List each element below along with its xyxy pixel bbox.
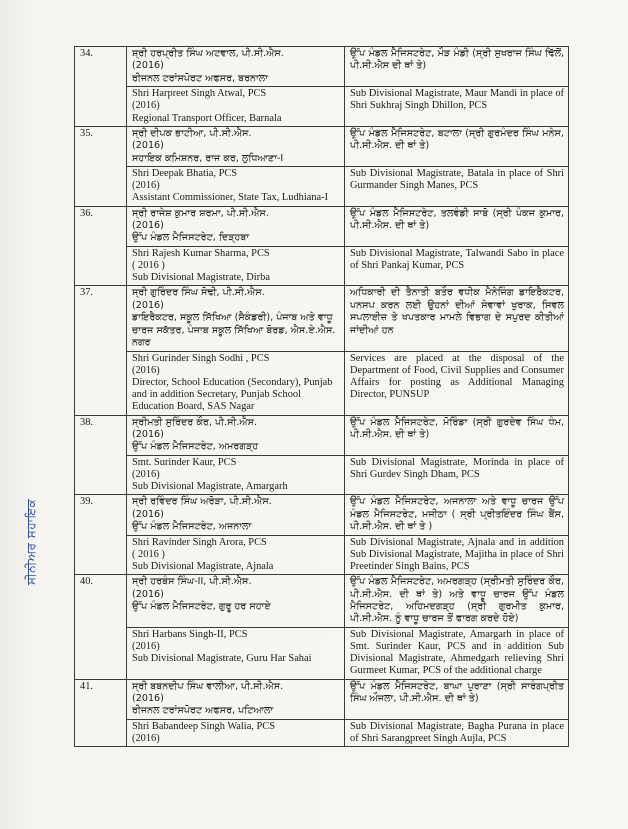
- new-posting-punjabi: [345, 206, 569, 246]
- new-posting-english-text: Sub Divisional Magistrate, Morinda in place of Shri Gurdev Singh Dham, PCS: [350, 456, 564, 480]
- officer-name-punjabi: ਸ੍ਰੀ ਰਵਿੰਦਰ ਸਿੰਘ ਅਰੋੜਾ, ਪੀ.ਸੀ.ਐਸ.: [132, 496, 272, 508]
- entry-row-english: [75, 351, 569, 415]
- new-posting-punjabi: [345, 495, 569, 535]
- current-post-punjabi: ਸਹਾਇਕ ਕਮਿਸ਼ਨਰ, ਰਾਜ ਕਰ, ਲੁਧਿਆਣਾ-I: [132, 152, 284, 164]
- batch-year-english: ( 2016 ): [132, 260, 165, 272]
- new-posting-punjabi: [345, 679, 569, 719]
- new-posting-english-text: Sub Divisional Magistrate, Talwandi Sabo in place of Shri Pankaj Kumar, PCS: [350, 247, 564, 272]
- new-posting-english-text: Services are placed at the disposal of the Department of Food, Civil Supplies and Consumer Affairs for posting as Additional Managing Director, PUNSUP: [350, 352, 564, 401]
- entry-row-english: [75, 455, 569, 495]
- batch-year-punjabi: (2016): [132, 220, 164, 232]
- new-posting-punjabi: [345, 415, 569, 455]
- entry-row-punjabi: [75, 679, 569, 719]
- current-post-punjabi: ਉੱਪ ਮੰਡਲ ਮੈਜਿਸਟਰੇਟ, ਦਿੜ੍ਹਬਾ: [132, 232, 250, 244]
- officer-cell-english: [127, 535, 345, 575]
- current-post-punjabi: ਉੱਪ ਮੰਡਲ ਮੈਜਿਸਟਰੇਟ, ਅਜਨਾਲਾ: [132, 521, 252, 533]
- officer-cell-english: [127, 719, 345, 746]
- officer-cell-english: [127, 246, 345, 286]
- officer-cell-punjabi: [127, 415, 345, 455]
- current-post-punjabi: ਉੱਪ ਮੰਡਲ ਮੈਜਿਸਟਰੇਟ, ਅਮਰਗੜ੍ਹ: [132, 441, 259, 453]
- batch-year-punjabi: (2016): [132, 140, 164, 152]
- new-posting-punjabi-text: ਉੱਪ ਮੰਡਲ ਮੈਜਿਸਟਰੇਟ, ਬਾਘਾ ਪੁਰਾਣਾ (ਸ੍ਰੀ ਸਾਰੰਗਪ੍ਰੀਤ ਸਿੰਘ ਔਜਲਾ, ਪੀ.ਸੀ.ਐਸ. ਦੀ ਥਾਂ ਤੇ): [350, 680, 564, 705]
- new-posting-english: [345, 246, 569, 286]
- officer-name-english: Shri Gurinder Singh Sodhi , PCS: [132, 352, 270, 364]
- batch-year-punjabi: (2016): [132, 588, 164, 600]
- entry-row-punjabi: [75, 126, 569, 166]
- officer-name-punjabi: ਸ੍ਰੀ ਰਾਜੇਸ਼ ਕੁਮਾਰ ਸ਼ਰਮਾ, ਪੀ.ਸੀ.ਐਸ.: [132, 207, 269, 219]
- current-post-punjabi: ਰੀਜਨਲ ਟਰਾਂਸਪੋਰਟ ਅਫਸਰ, ਪਟਿਆਲਾ: [132, 705, 274, 717]
- batch-year-english: (2016): [132, 364, 160, 376]
- serial-number: 41.: [75, 679, 127, 747]
- officer-name-english: Shri Deepak Bhatia, PCS: [132, 168, 238, 180]
- batch-year-punjabi: (2016): [132, 428, 164, 440]
- serial-number: 37.: [75, 286, 127, 415]
- officer-name-punjabi: ਸ੍ਰੀਮਤੀ ਸੁਰਿੰਦਰ ਕੌਰ, ਪੀ.ਸੀ.ਐਸ.: [132, 416, 258, 428]
- officer-name-english: Smt. Surinder Kaur, PCS: [132, 456, 237, 468]
- new-posting-punjabi-text: ਉੱਪ ਮੰਡਲ ਮੈਜਿਸਟਰੇਟ, ਬਟਾਲਾ (ਸ੍ਰੀ ਗੁਰਮੰਦਰ ਸਿੰਘ ਮਨੇਸ, ਪੀ.ਸੀ.ਐਸ. ਦੀ ਥਾਂ ਤੇ): [350, 127, 564, 152]
- entry-row-english: [75, 719, 569, 746]
- entry-row-english: [75, 167, 569, 207]
- serial-number: 35.: [75, 126, 127, 206]
- new-posting-english: [345, 719, 569, 746]
- officer-cell-english: [127, 351, 345, 415]
- new-posting-punjabi: [345, 47, 569, 87]
- batch-year-punjabi: (2016): [132, 693, 164, 705]
- officer-name-punjabi: ਸ਼੍ਰੀ ਹਰਪ੍ਰੀਤ ਸਿੰਘ ਅਟਵਾਲ, ਪੀ.ਸੀ.ਐਸ.: [132, 48, 284, 59]
- new-posting-english-text: Sub Divisional Magistrate, Amargarh in place of Smt. Surinder Kaur, PCS and in addition Sub Divisional Magistrate, Ahmedgarh relieving Shri Gurmeet Kumar, PCS of the additional charge: [350, 628, 564, 677]
- officer-cell-punjabi: [127, 495, 345, 535]
- new-posting-english-text: Sub Divisional Magistrate, Bagha Purana in place of Shri Sarangpreet Singh Aujla, PCS: [350, 720, 564, 745]
- officer-cell-english: [127, 87, 345, 127]
- entry-row-english: [75, 246, 569, 286]
- batch-year-english: (2016): [132, 100, 160, 112]
- entry-row-punjabi: [75, 286, 569, 351]
- officer-name-english: Shri Babandeep Singh Walia, PCS: [132, 720, 275, 732]
- batch-year-english: (2016): [132, 733, 160, 745]
- new-posting-punjabi-text: ਉੱਪ ਮੰਡਲ ਮੈਜਿਸਟਰੇਟ, ਅਜਨਾਲਾ ਅਤੇ ਵਾਧੂ ਚਾਰਜ ਉੱਪ ਮੰਡਲ ਮੈਜਿਸਟਰੇਟ, ਮਜੀਠਾ ( ਸ੍ਰੀ ਪ੍ਰੀਤਇੰਦਰ ਸਿੰਘ ਬੈਂਸ, ਪੀ.ਸੀ.ਐਸ. ਦੀ ਥਾਂ ਤੇ ): [350, 496, 564, 533]
- batch-year-english: (2016): [132, 641, 160, 653]
- new-posting-english: [345, 167, 569, 207]
- batch-year-punjabi: (2016): [132, 299, 164, 311]
- new-posting-punjabi-text: ਉੱਪ ਮੰਡਲ ਮੈਜਿਸਟਰੇਟ, ਅਮਰਗੜ੍ਹ (ਸ੍ਰੀਮਤੀ ਸੁਰਿੰਦਰ ਕੌਰ, ਪੀ.ਸੀ.ਐਸ. ਦੀ ਥਾਂ ਤੇ) ਅਤੇ ਵਾਧੂ ਚਾਰਜ ਉੱਪ ਮੰਡਲ ਮੈਜਿਸਟਰੇਟ, ਅਹਿਮਦਗੜ੍ਹ (ਸ੍ਰੀ ਗੁਰਮੀਤ ਕੁਮਾਰ, ਪੀ.ਸੀ.ਐਸ. ਨੂੰ ਵਾਧੂ ਚਾਰਜ ਤੋਂ ਫਾਰਗ ਕਰਦੇ ਹੋਏ): [350, 576, 564, 625]
- new-posting-punjabi: [345, 575, 569, 628]
- officer-cell-punjabi: [127, 47, 345, 87]
- entry-row-english: [75, 535, 569, 575]
- officer-name-english: Shri Ravinder Singh Arora, PCS: [132, 536, 267, 548]
- serial-number: 34.: [75, 47, 127, 127]
- current-post-english: Sub Divisional Magistrate, Ajnala: [132, 560, 274, 572]
- new-posting-english: [345, 535, 569, 575]
- officer-name-english: Shri Rajesh Kumar Sharma, PCS: [132, 247, 270, 259]
- officer-cell-english: [127, 455, 345, 495]
- signature-stamp: ਸੀਨੀਅਰ ਸਹਾਇਕ: [24, 498, 38, 585]
- officer-cell-punjabi: [127, 126, 345, 166]
- officer-cell-punjabi: [127, 206, 345, 246]
- officer-name-english: Shri Harpreet Singh Atwal, PCS: [132, 88, 267, 100]
- entry-row-punjabi: [75, 495, 569, 535]
- officer-name-punjabi: ਸ੍ਰੀ ਦੀਪਕ ਭਾਟੀਆ, ਪੀ.ਸੀ.ਐਸ.: [132, 127, 252, 139]
- officer-cell-punjabi: [127, 679, 345, 719]
- officer-name-english: Shri Harbans Singh-II, PCS: [132, 628, 248, 640]
- officer-cell-english: [127, 627, 345, 679]
- current-post-punjabi: ਰੀਜਨਲ ਟਰਾਂਸਪੋਰਟ ਅਫਸਰ, ਬਰਨਾਲਾ: [132, 72, 269, 84]
- serial-number: 38.: [75, 415, 127, 495]
- entry-row-english: [75, 627, 569, 679]
- officer-name-punjabi: ਸ੍ਰੀ ਗੁਰਿੰਦਰ ਸਿੰਘ ਸੋਢੀ, ਪੀ.ਸੀ.ਐਸ.: [132, 287, 265, 299]
- new-posting-english: [345, 87, 569, 127]
- current-post-english: Sub Divisional Magistrate, Amargarh: [132, 481, 288, 493]
- serial-number: 40.: [75, 575, 127, 679]
- batch-year-english: (2016): [132, 180, 160, 192]
- entry-row-english: [75, 87, 569, 127]
- new-posting-english: [345, 351, 569, 415]
- new-posting-punjabi-text: ਉੱਪ ਮੰਡਲ ਮੈਜਿਸਟਰੇਟ, ਮੋਰਿੰਡਾ (ਸ੍ਰੀ ਗੁਰਦੇਵ ਸਿੰਘ ਧੰਮ, ਪੀ.ਸੀ.ਐਸ. ਦੀ ਥਾਂ ਤੇ): [350, 416, 564, 440]
- batch-year-english: (2016): [132, 468, 160, 480]
- posting-orders-body: [75, 47, 569, 747]
- current-post-english: Sub Divisional Magistrate, Dirba: [132, 272, 270, 284]
- officer-name-punjabi: ਸ੍ਰੀ ਹਰਬੰਸ ਸਿੰਘ-II, ਪੀ.ਸੀ.ਐਸ.: [132, 576, 252, 588]
- batch-year-punjabi: (2016): [132, 508, 164, 520]
- posting-orders-table: [74, 46, 569, 747]
- new-posting-punjabi-text: ਉੱਪ ਮੰਡਲ ਮੈਜਿਸਟਰੇਟ, ਮੌੜ ਮੰਡੀ (ਸ੍ਰੀ ਸੁਖਰਾਜ ਸਿੰਘ ਢਿੱਲੋਂ, ਪੀ.ਸੀ.ਐਸ ਦੀ ਥਾਂ ਤੇ): [350, 48, 564, 72]
- new-posting-punjabi-text: ਉੱਪ ਮੰਡਲ ਮੈਜਿਸਟਰੇਟ, ਤਲਵੰਡੀ ਸਾਬੋ (ਸ੍ਰੀ ਪੰਕਜ ਕੁਮਾਰ, ਪੀ.ਸੀ.ਐਸ. ਦੀ ਥਾਂ ਤੇ): [350, 207, 564, 232]
- officer-cell-punjabi: [127, 575, 345, 628]
- officer-cell-punjabi: [127, 286, 345, 351]
- new-posting-english: [345, 455, 569, 495]
- entry-row-punjabi: [75, 415, 569, 455]
- officer-name-punjabi: ਸ੍ਰੀ ਬਬਨਦੀਪ ਸਿੰਘ ਵਾਲੀਆ, ਪੀ.ਸੀ.ਐਸ.: [132, 680, 284, 692]
- new-posting-english-text: Sub Divisional Magistrate, Ajnala and in addition Sub Divisional Magistrate, Majitha in place of Shri Preetinder Singh Bains, PCS: [350, 536, 564, 572]
- current-post-punjabi: ਡਾਇਰੈਕਟਰ, ਸਕੂਲ ਸਿੱਖਿਆ (ਸੈਕੰਡਰੀ), ਪੰਜਾਬ ਅਤੇ ਵਾਧੂ ਚਾਰਜ ਸਕੱਤਰ, ਪੰਜਾਬ ਸਕੂਲ ਸਿੱਖਿਆ ਬੋਰਡ, ਐਸ.ਏ.ਐਸ. ਨਗਰ: [132, 312, 336, 349]
- new-posting-english: [345, 627, 569, 679]
- new-posting-punjabi: [345, 126, 569, 166]
- serial-number: 39.: [75, 495, 127, 575]
- current-post-punjabi: ਉੱਪ ਮੰਡਲ ਮੈਜਿਸਟਰੇਟ, ਗੁਰੂ ਹਰ ਸਹਾਏ: [132, 601, 271, 612]
- new-posting-english-text: Sub Divisional Magistrate, Maur Mandi in place of Shri Sukhraj Singh Dhillon, PCS: [350, 88, 564, 112]
- current-post-english: Director, School Education (Secondary), Punjab and in addition Secretary, Punjab School Education Board, SAS Nagar: [132, 376, 333, 413]
- current-post-english: Sub Divisional Magistrate, Guru Har Sahai: [132, 653, 312, 665]
- batch-year-punjabi: (2016): [132, 60, 164, 72]
- entry-row-punjabi: [75, 575, 569, 628]
- new-posting-punjabi-text: ਅਧਿਕਾਰੀ ਦੀ ਤੈਨਾਤੀ ਬਤੌਰ ਵਧੀਕ ਮੈਨੇਜਿੰਗ ਡਾਇਰੈਕਟਰ, ਪਨਸਪ ਕਰਨ ਲਈ ਉਹਨਾਂ ਦੀਆਂ ਸੇਵਾਵਾਂ ਖੁਰਾਕ, ਸਿਵਲ ਸਪਲਾਈਜ਼ ਤੇ ਖਪਤਕਾਰ ਮਾਮਲੇ ਵਿਭਾਗ ਦੇ ਸਪੁਰਦ ਕੀਤੀਆਂ ਜਾਂਦੀਆਂ ਹਨ: [350, 287, 564, 336]
- officer-cell-english: [127, 167, 345, 207]
- current-post-english: Regional Transport Officer, Barnala: [132, 112, 282, 124]
- current-post-english: Assistant Commissioner, State Tax, Ludhiana-I: [132, 192, 329, 204]
- entry-row-punjabi: [75, 47, 569, 87]
- batch-year-english: ( 2016 ): [132, 548, 165, 560]
- new-posting-english-text: Sub Divisional Magistrate, Batala in place of Shri Gurmander Singh Manes, PCS: [350, 168, 564, 192]
- serial-number: 36.: [75, 206, 127, 286]
- entry-row-punjabi: [75, 206, 569, 246]
- new-posting-punjabi: [345, 286, 569, 351]
